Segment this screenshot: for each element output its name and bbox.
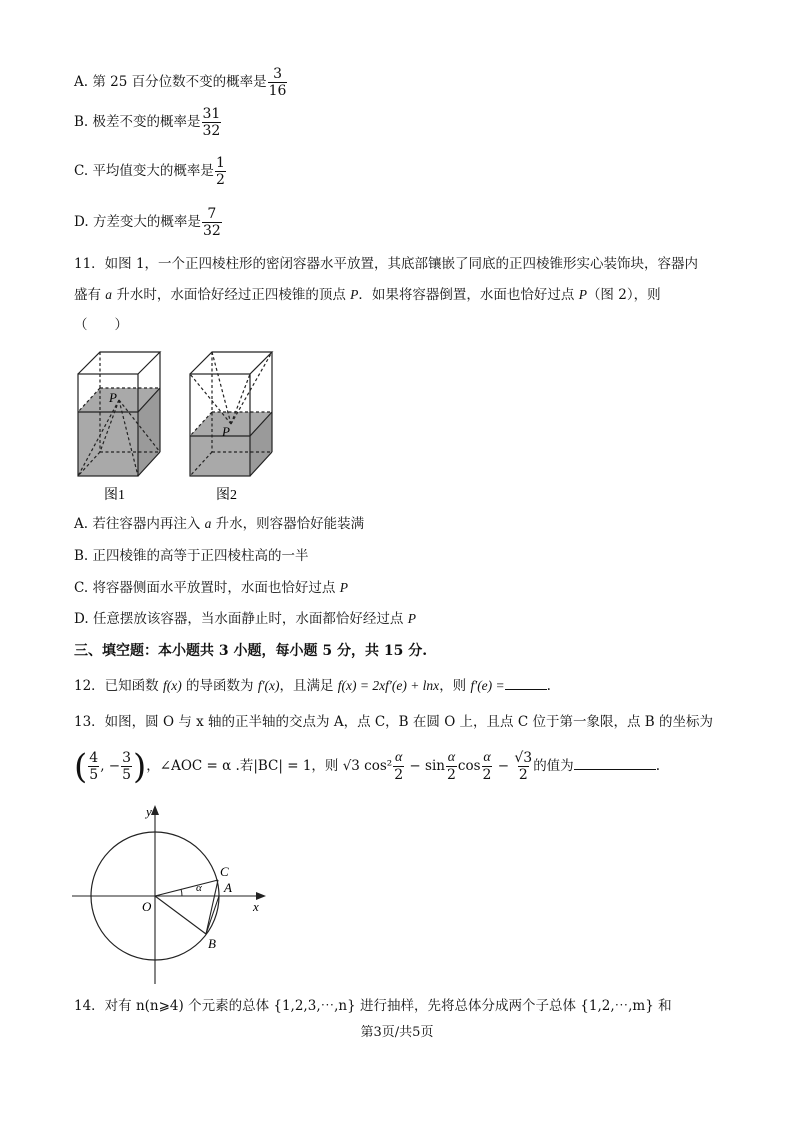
label-y: y xyxy=(146,804,152,819)
segment-ba xyxy=(206,896,219,934)
q11-option-a: A. 若往容器内再注入 a 升水，则容器恰好能装满 xyxy=(74,516,365,532)
section-3-heading: 三、填空题：本小题共 3 小题，每小题 5 分，共 15 分. xyxy=(74,643,428,659)
segment-oc xyxy=(155,880,218,896)
angle-arc xyxy=(181,889,182,896)
q11-figures xyxy=(74,348,284,508)
fig2-caption: 图2 xyxy=(216,488,237,503)
q10-option-a: A. 第 25 百分位数不变的概率是 $\frac{3}{16}$ xyxy=(74,66,287,99)
q11-stem-line2: 盛有 a 升水时，水面恰好经过正四棱锥的顶点 P．如果将容器倒置，水面也恰好过点 P（图 2），则 xyxy=(74,287,661,303)
q12-answer-blank[interactable] xyxy=(505,675,547,690)
q11-option-b: B. 正四棱锥的高等于正四棱柱高的一半 xyxy=(74,548,309,564)
fraction: $\frac{3}{16}$ xyxy=(268,66,287,99)
figure-1 xyxy=(78,352,160,476)
label-b: B xyxy=(208,936,216,951)
fraction: $\frac{7}{32}$ xyxy=(202,206,221,239)
q11-option-c: C. 将容器侧面水平放置时，水面也恰好过点 P xyxy=(74,580,348,596)
figure-2 xyxy=(190,352,272,476)
segment-ob xyxy=(155,896,206,934)
q13-unit-circle-figure xyxy=(70,800,270,990)
label-alpha: α xyxy=(196,882,202,894)
fig1-caption: 图1 xyxy=(104,488,125,503)
label-a: A xyxy=(224,880,232,895)
q11-stem-line1: 11．如图 1，一个正四棱柱形的密闭容器水平放置，其底部镶嵌了同底的正四棱锥形实心装饰块，容器内 xyxy=(74,256,699,272)
page-footer: 第3页/共5页 xyxy=(360,1025,434,1040)
fraction: $\frac{31}{32}$ xyxy=(202,106,221,139)
q10-option-d: D. 方差变大的概率是 $\frac{7}{32}$ xyxy=(74,206,221,239)
label-o: O xyxy=(142,899,152,914)
q13-stem-line2: ( $\frac{4}{5}$ , − $\frac{3}{5}$ )，∠AOC = α .若|BC| = 1，则 √3 cos² $\frac{\alpha}{2}$ − sin $\frac{\alpha}{2}$ cos $\frac{\alpha}{2}$ − $\frac{√3}{2}$ 的值为 . xyxy=(74,746,660,787)
q13-answer-blank[interactable] xyxy=(574,755,656,770)
q13-stem-line1: 13．如图，圆 O 与 x 轴的正半轴的交点为 A，点 C，B 在圆 O 上，且点 C 位于第一象限，点 B 的坐标为 xyxy=(74,714,713,730)
label-c: C xyxy=(220,864,229,879)
label-x: x xyxy=(253,899,259,914)
y-axis-arrow xyxy=(151,805,159,815)
q14-stem: 14．对有 n(n⩾4) 个元素的总体 {1,2,3,⋯,n} 进行抽样，先将总体分成两个子总体 {1,2,⋯,m} 和 xyxy=(74,998,672,1014)
q12: 12．已知函数 f(x) 的导函数为 f′(x)，且满足 f(x) = 2xf′(e) + lnx，则 f′(e) = . xyxy=(74,675,551,696)
q10-option-b: B. 极差不变的概率是 $\frac{31}{32}$ xyxy=(74,106,221,139)
fig1-point-p: P xyxy=(109,390,117,405)
q11-answer-paren: （ ） xyxy=(74,317,128,333)
q11-option-d: D. 任意摆放该容器，当水面静止时，水面都恰好经过点 P xyxy=(74,611,416,627)
fig2-point-p: P xyxy=(222,424,230,439)
fraction: $\frac{1}{2}$ xyxy=(215,155,225,188)
q10-option-c: C. 平均值变大的概率是 $\frac{1}{2}$ xyxy=(74,155,225,188)
